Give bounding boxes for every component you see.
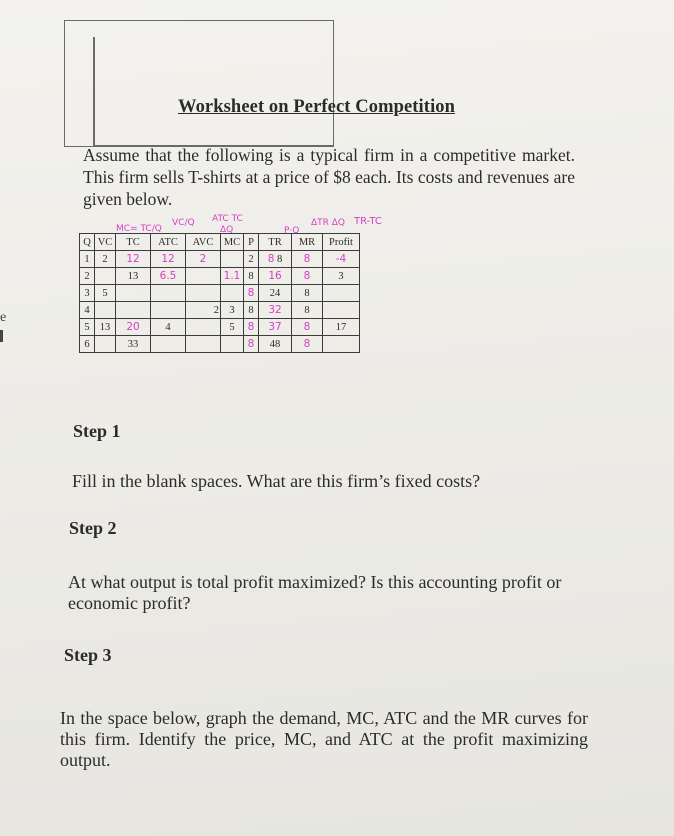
cell-q: 3 xyxy=(80,285,95,302)
cell-tr xyxy=(259,251,292,268)
cell-atc: 6.5 xyxy=(151,268,186,285)
cell-profit xyxy=(323,302,360,319)
cell-tc: 12 xyxy=(116,251,151,268)
atc-formula: ATC TC xyxy=(212,214,243,224)
cell-mc: 1.1 xyxy=(221,268,244,285)
cell-p: 8 xyxy=(244,336,259,353)
cell-p: 8 xyxy=(244,319,259,336)
cell-q: 1 xyxy=(80,251,95,268)
step-1-label: Step 1 xyxy=(73,421,121,441)
cell-avc xyxy=(186,319,221,336)
cell-tc: 13 xyxy=(116,268,151,285)
cell-atc xyxy=(151,336,186,353)
cell-p: 8 xyxy=(244,285,259,302)
header-mc: MC xyxy=(221,234,244,251)
cost-revenue-table xyxy=(79,233,360,353)
header-vc: VC xyxy=(95,234,116,251)
cell-atc: 4 xyxy=(151,319,186,336)
cell-tr: 16 xyxy=(259,268,292,285)
cell-mc xyxy=(221,251,244,268)
cell-atc: 12 xyxy=(151,251,186,268)
cell-tr: 37 xyxy=(259,319,292,336)
cell-tc: 20 xyxy=(116,319,151,336)
cell-avc xyxy=(186,336,221,353)
cell-mc xyxy=(221,285,244,302)
sheet-frame-inner-line xyxy=(93,37,95,145)
table-row xyxy=(80,302,360,319)
cell-profit xyxy=(323,336,360,353)
cell-p: 2 xyxy=(244,251,259,268)
header-q: Q xyxy=(80,234,95,251)
cell-vc: 2 xyxy=(95,251,116,268)
header-tc: TC xyxy=(116,234,151,251)
cell-tr: 48 xyxy=(259,336,292,353)
cell-profit: 3 xyxy=(323,268,360,285)
cell-mr: 8 xyxy=(292,285,323,302)
cell-tc xyxy=(116,302,151,319)
cell-profit xyxy=(323,285,360,302)
cell-mc xyxy=(221,336,244,353)
cell-avc xyxy=(186,285,221,302)
edge-mark xyxy=(0,330,3,342)
cell-avc xyxy=(186,268,221,285)
header-avc: AVC xyxy=(186,234,221,251)
cell-vc xyxy=(95,268,116,285)
cell-mr: 8 xyxy=(292,251,323,268)
edge-glyph: e xyxy=(0,310,7,325)
cell-tr: 24 xyxy=(259,285,292,302)
header-p: P xyxy=(244,234,259,251)
cell-avc: 2 xyxy=(186,251,221,268)
step-3-label: Step 3 xyxy=(64,645,112,665)
cell-mr: 8 xyxy=(292,319,323,336)
cell-mr: 8 xyxy=(292,268,323,285)
cell-tr-printed: 8 xyxy=(277,254,283,265)
cell-vc: 5 xyxy=(95,285,116,302)
table-row xyxy=(80,336,360,353)
delta-q: ΔQ xyxy=(220,225,234,235)
cell-mc: 5 xyxy=(221,319,244,336)
cell-q: 2 xyxy=(80,268,95,285)
table-row xyxy=(80,285,360,302)
avc-formula: VC/Q xyxy=(172,218,195,228)
cell-vc: 13 xyxy=(95,319,116,336)
table-row xyxy=(80,268,360,285)
cell-vc xyxy=(95,336,116,353)
cell-atc xyxy=(151,285,186,302)
table-row xyxy=(80,251,360,268)
header-tr: TR xyxy=(259,234,292,251)
pq-formula: P·Q xyxy=(284,226,300,236)
sheet-frame-outline xyxy=(64,20,334,147)
cell-profit: 17 xyxy=(323,319,360,336)
table-header-row xyxy=(80,234,360,251)
cell-p: 8 xyxy=(244,302,259,319)
cell-avc: 2 xyxy=(186,302,221,319)
step-2-text: At what output is total profit maximized? Is this accounting profit or economic profit? xyxy=(68,572,562,613)
cell-q: 6 xyxy=(80,336,95,353)
header-atc: ATC xyxy=(151,234,186,251)
step-2-label: Step 2 xyxy=(69,518,117,538)
step-1-text: Fill in the blank spaces. What are this firm’s fixed costs? xyxy=(72,471,481,491)
cell-profit: -4 xyxy=(323,251,360,268)
cell-tc xyxy=(116,285,151,302)
cell-tr-written: 8 xyxy=(267,253,275,265)
cell-p: 8 xyxy=(244,268,259,285)
step-3-text: In the space below, graph the demand, MC, ATC and the MR curves for this firm. Identify the price, MC, and ATC at the profit maximizing output. xyxy=(60,708,588,770)
mc-formula: MC= TC/Q xyxy=(116,224,162,234)
intro-paragraph: Assume that the following is a typical firm in a competitive market. This firm sells T-shirts at a price of $8 each. Its costs and revenues are given below. xyxy=(83,145,575,209)
cell-atc xyxy=(151,302,186,319)
header-mr: MR xyxy=(292,234,323,251)
cell-mr: 8 xyxy=(292,336,323,353)
cell-vc xyxy=(95,302,116,319)
header-profit: Profit xyxy=(323,234,360,251)
atr-formula: ΔTR ΔQ xyxy=(311,218,346,228)
cell-tr: 32 xyxy=(259,302,292,319)
cell-q: 5 xyxy=(80,319,95,336)
cell-q: 4 xyxy=(80,302,95,319)
cell-tc: 33 xyxy=(116,336,151,353)
page-title: Worksheet on Perfect Competition xyxy=(178,97,456,117)
cell-mr: 8 xyxy=(292,302,323,319)
cell-mc: 3 xyxy=(221,302,244,319)
table-row xyxy=(80,319,360,336)
profit-formula: TR-TC xyxy=(354,216,382,227)
